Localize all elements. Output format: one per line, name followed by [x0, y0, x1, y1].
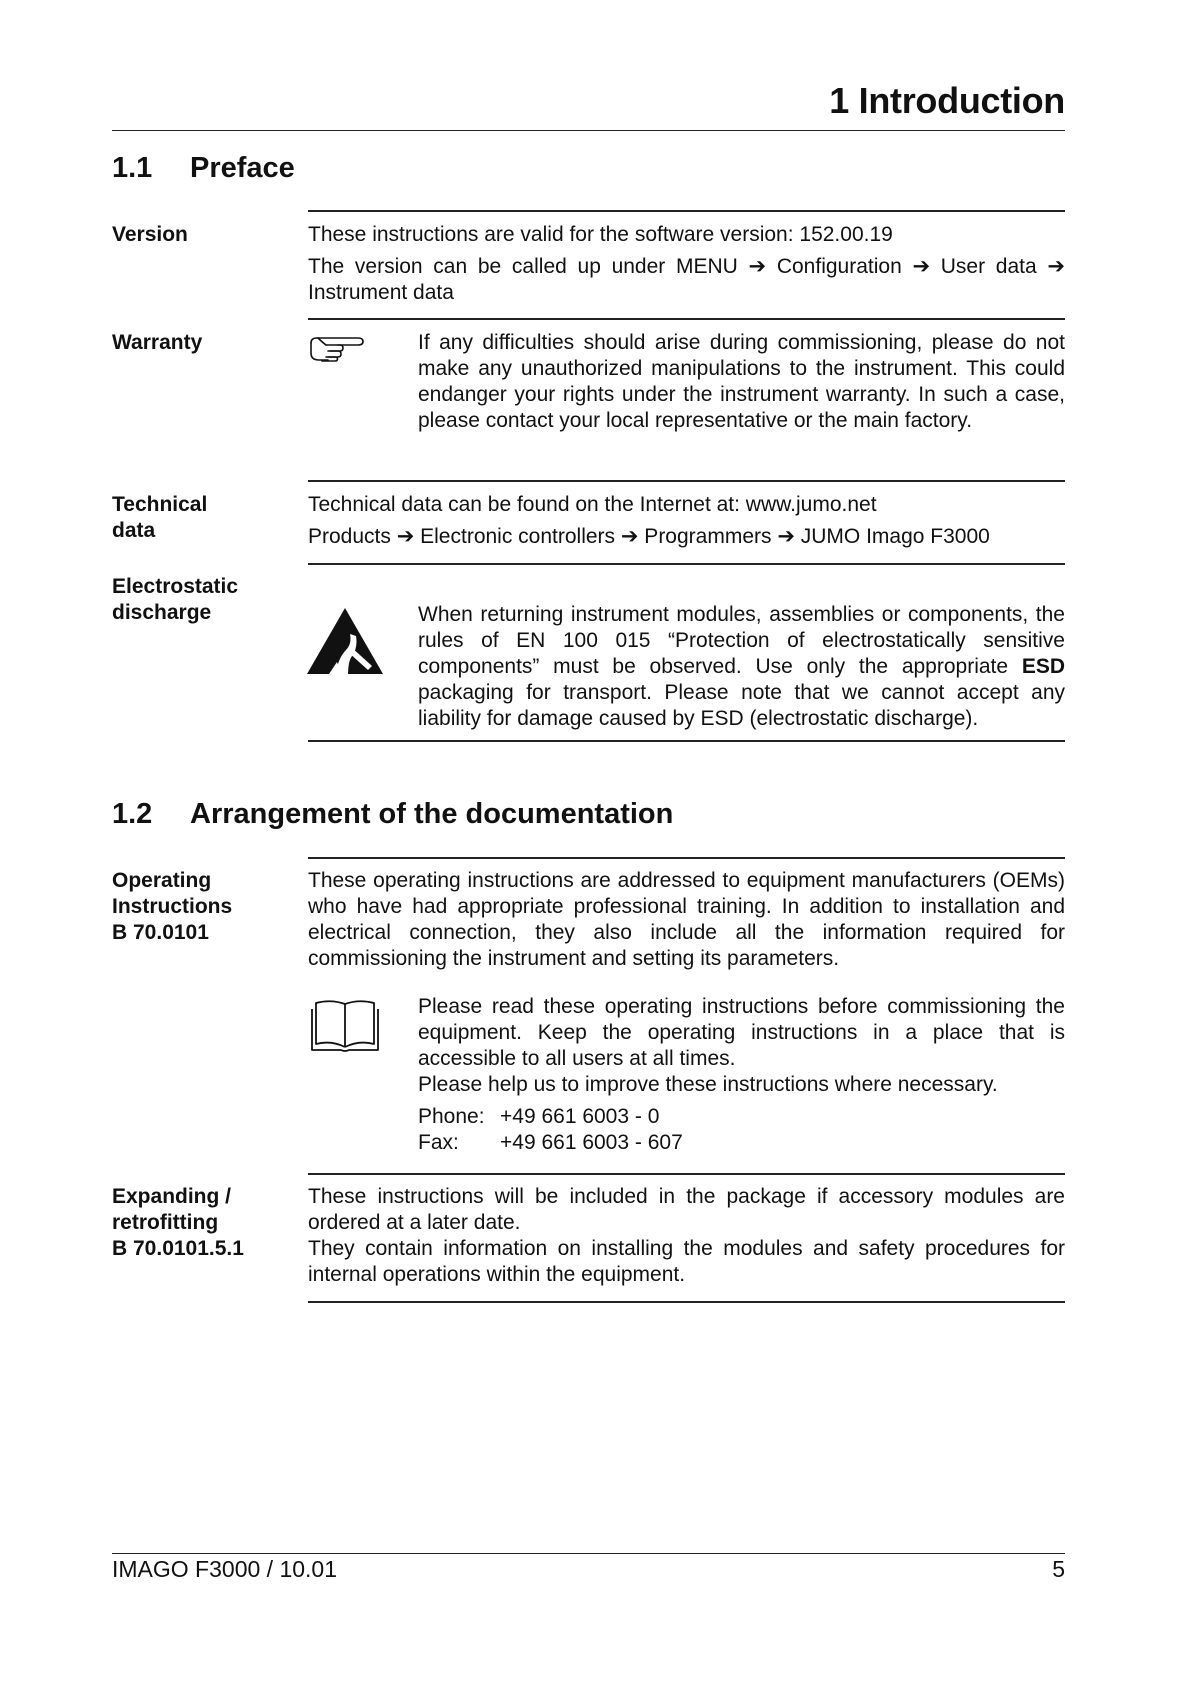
- phone-label: Phone:: [418, 1105, 485, 1128]
- operating-instructions-label: [112, 868, 232, 946]
- fax-value: +49 661 6003 - 607: [500, 1131, 683, 1154]
- version-label: [112, 222, 188, 248]
- help-text: Please help us to improve these instructions where necessary.: [418, 1073, 998, 1096]
- label-text: Technical: [112, 493, 208, 516]
- label-text: Instructions: [112, 895, 233, 918]
- esd-text-part: When returning instrument modules, assemblies or components, the rules of EN 100 015 “Protection of electrostatically sensitive components” must be observed. Use only the appropriate: [418, 603, 1065, 678]
- technical-data-label: [112, 492, 207, 544]
- esd-bold-text: ESD: [1021, 655, 1065, 678]
- divider: [308, 1301, 1065, 1303]
- pointing-hand-icon: [308, 333, 366, 363]
- section-title: Arrangement of the documentation: [190, 798, 674, 830]
- label-text: discharge: [112, 601, 212, 624]
- divider: [308, 563, 1065, 565]
- fax-row: [418, 1130, 1065, 1156]
- esd-text: [418, 602, 1065, 732]
- phone-value: +49 661 6003 - 0: [500, 1105, 660, 1128]
- technical-path-line: Products ➔ Electronic controllers ➔ Programmers ➔ JUMO Imago F3000: [308, 525, 990, 548]
- section-title: Preface: [190, 152, 295, 184]
- label-text: retrofitting: [112, 1211, 219, 1234]
- note-text: Please read these operating instructions before commissioning the equipment. Keep the operating instructions in a place that is accessible to all users at all times.: [418, 995, 1065, 1070]
- page-number: 5: [1052, 1556, 1065, 1582]
- operating-note: [418, 994, 1065, 1156]
- chapter-title: 1 Introduction: [829, 80, 1065, 121]
- footer-document-id: IMAGO F3000 / 10.01: [112, 1556, 338, 1582]
- esd-warning-icon: [306, 606, 384, 676]
- divider: [308, 318, 1065, 320]
- expanding-retrofitting-text: [308, 1184, 1065, 1288]
- phone-row: [418, 1104, 1065, 1130]
- fax-label: Fax:: [418, 1131, 459, 1154]
- warranty-text: If any difficulties should arise during commissioning, please do not make any unauthorized manipulations to the instrument. This could endanger your rights under the instrument warranty. In such a case, please contact your local representative or the main factory.: [418, 331, 1065, 432]
- section-number: 1.2: [112, 798, 153, 830]
- version-line: These instructions are valid for the software version: 152.00.19: [308, 223, 893, 246]
- version-path: The version can be called up under MENU ➔ Configuration ➔ User data ➔ Instrument data: [308, 255, 1065, 304]
- label-text: Electrostatic: [112, 575, 239, 598]
- divider: [308, 740, 1065, 742]
- divider: [308, 210, 1065, 212]
- label-text: Expanding /: [112, 1185, 232, 1208]
- divider: [308, 1173, 1065, 1175]
- section-heading-preface: [112, 152, 295, 185]
- footer-rule: [112, 1553, 1065, 1554]
- operating-instructions-text: These operating instructions are addressed to equipment manufacturers (OEMs) who have had appropriate professional training. In addition to installation and electrical connection, they also include all the information required for commissioning the instrument and setting its parameters.: [308, 869, 1065, 970]
- esd-text-part: packaging for transport. Please note that we cannot accept any liability for damage caused by ESD (electrostatic discharge).: [418, 681, 1065, 730]
- label-text: B 70.0101: [112, 921, 209, 944]
- technical-url-line: Technical data can be found on the Internet at: www.jumo.net: [308, 493, 877, 516]
- open-book-icon: [308, 997, 382, 1053]
- technical-data-text: [308, 492, 1065, 550]
- label-text: B 70.0101.5.1: [112, 1237, 244, 1260]
- label-text: Warranty: [112, 331, 203, 354]
- version-text: [308, 222, 1065, 306]
- label-text: data: [112, 519, 156, 542]
- section-heading-arrangement: [112, 798, 673, 831]
- divider: [308, 857, 1065, 859]
- warranty-label: [112, 330, 202, 356]
- chapter-rule: [112, 130, 1065, 131]
- section-number: 1.1: [112, 152, 153, 184]
- expanding-line: These instructions will be included in the package if accessory modules are ordered at a later date.: [308, 1185, 1065, 1234]
- label-text: Operating: [112, 869, 212, 892]
- divider: [308, 480, 1065, 482]
- electrostatic-discharge-label: [112, 574, 238, 626]
- expanding-retrofitting-label: [112, 1184, 244, 1262]
- expanding-line: They contain information on installing the modules and safety procedures for internal operations within the equipment.: [308, 1237, 1065, 1286]
- label-text: Version: [112, 223, 188, 246]
